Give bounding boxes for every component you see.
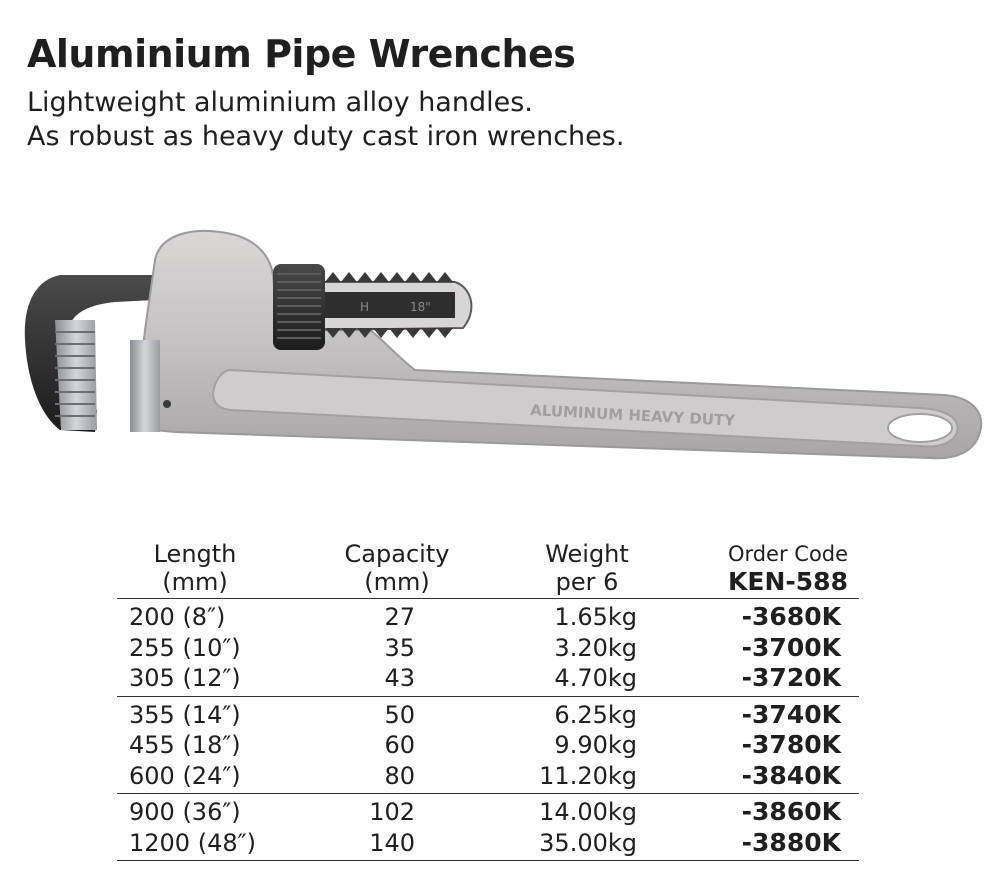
header-capacity: Capacity (mm) — [344, 540, 450, 596]
adjustment-nut — [273, 264, 325, 350]
subtitle-line-2: As robust as heavy duty cast iron wrenches. — [27, 121, 625, 152]
table-header — [117, 540, 859, 598]
pipe-wrench-image — [15, 220, 990, 480]
table-row: 455 (18″) 60 9.90kg -3780K — [129, 730, 841, 759]
table-row: 255 (10″) 35 3.20kg -3700K — [129, 632, 841, 662]
header-length: Length (mm) — [153, 540, 237, 596]
subtitle-line-1: Lightweight aluminium alloy handles. — [27, 87, 533, 118]
handle-embossed-text: ALUMINUM HEAVY DUTY — [529, 401, 736, 430]
aluminium-handle — [130, 231, 981, 458]
hook-embossed-size: 18" — [410, 300, 431, 314]
table-group-2 — [117, 697, 859, 794]
table-group-1 — [117, 599, 859, 696]
table-row: 200 (8″) 27 1.65kg -3680K — [129, 602, 841, 631]
table-row: 305 (12″) 43 4.70kg -3720K — [129, 663, 841, 692]
table-group-3 — [117, 794, 859, 860]
table-row: 355 (14″) 50 6.25kg -3740K — [129, 699, 841, 729]
table-bottom-rule — [117, 860, 859, 861]
table-row: 600 (24″) 80 11.20kg -3840K — [129, 760, 841, 790]
spec-table — [117, 540, 859, 861]
table-row: 1200 (48″) 140 35.00kg -3880K — [129, 827, 841, 857]
page-title: Aluminium Pipe Wrenches — [27, 32, 576, 76]
adjustable-hook — [305, 272, 471, 338]
hook-embossed-letter: H — [360, 300, 370, 314]
table-row: 900 (36″) 102 14.00kg -3860K — [129, 797, 841, 826]
header-weight: Weight per 6 — [545, 540, 629, 596]
subtitle — [27, 86, 624, 154]
header-order-code: Order Code KEN-588 — [727, 542, 849, 596]
